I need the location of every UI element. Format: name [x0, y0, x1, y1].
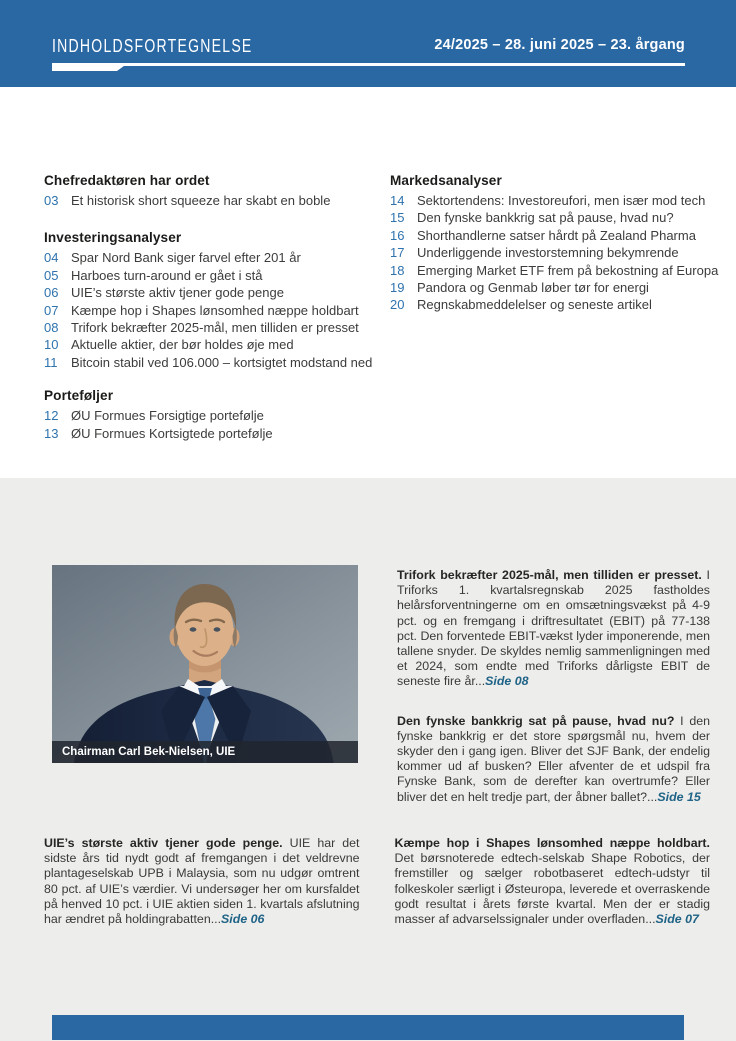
- toc-page-number: 17: [390, 245, 405, 261]
- teaser-bankkrig: [397, 714, 710, 805]
- toc-column-right: [390, 172, 718, 478]
- toc-item-title: Bitcoin stabil ved 106.000 – kortsigtet modstand ned: [71, 354, 373, 370]
- toc-page-number: 08: [44, 320, 59, 336]
- toc-page-number: 15: [390, 210, 405, 226]
- feature-area: [0, 478, 736, 1041]
- toc-item[interactable]: [44, 319, 390, 336]
- toc-item-title: Et historisk short squeeze har skabt en boble: [71, 193, 331, 208]
- toc-column-left: [44, 172, 390, 478]
- toc-section-investeringsanalyser: [44, 229, 390, 371]
- teaser-shape: [395, 836, 711, 927]
- toc-item-title: Spar Nord Bank siger farvel efter 201 år: [71, 250, 301, 266]
- toc-item[interactable]: [44, 425, 390, 442]
- toc-item-title: Aktuelle aktier, der bør holdes øje med: [71, 337, 294, 353]
- teaser-title: Trifork bekræfter 2025-mål, men tilliden er presset.: [397, 568, 702, 582]
- teaser-body: I Triforks 1. kvartalsregnskab 2025 fastholdes helårsforventningerne om en omsætningsvækst på 4-9 pct. og en fremgang i driftresultatet (EBIT) på 77-138 pct. Den forventede EBIT-vækst lyder imponerende, men tallene snyder. De skyldes nemlig sammenligningen med et 2024, som endte med Triforks dårligste EBIT de seneste fire år...: [397, 568, 710, 689]
- teaser-trifork: [397, 568, 710, 690]
- toc-item-title: ØU Formues Kortsigtede portefølje: [71, 425, 273, 441]
- toc-page-number: 14: [390, 193, 405, 208]
- teaser-body: UIE har det sidste års tid nydt godt af fremgangen i det veldrevne plantageselskab UPB i Malaysia, som nu udgør omtrent 80 pct. af UIE’s værdier. Vi undersøger her om kursfaldet på henved 10 pct. i UIE aktien siden 1. kvartals afslutning har ændret på holdingrabatten...: [44, 836, 360, 927]
- toc-item-title: Pandora og Genmab løber tør for energi: [417, 280, 649, 296]
- toc-page-number: 07: [44, 302, 59, 318]
- toc-section-portefoljer: [44, 387, 390, 442]
- portrait-illustration: [52, 565, 358, 763]
- table-of-contents: [0, 87, 736, 478]
- toc-section-markedsanalyser: [390, 172, 718, 314]
- toc-item[interactable]: [44, 249, 390, 266]
- toc-item[interactable]: [390, 227, 718, 244]
- toc-item[interactable]: [390, 262, 718, 279]
- header-rule-notch: [52, 63, 128, 71]
- toc-section-heading: Chefredaktøren har ordet: [44, 173, 210, 188]
- teaser-body: I den fynske bankkrig er det store spørgsmål nu, hvem der skyder den i gang igen. Bliver det SJF Bank, der endelig kommer ud af busken? Eller afventer de et udspil fra Fynske Bank, som de derefter kan overtrumfe? Eller bliver det en helt tredje part, der åbner ballet?...: [397, 713, 710, 804]
- photo-caption: Chairman Carl Bek-Nielsen, UIE: [52, 741, 358, 763]
- toc-item[interactable]: [44, 267, 390, 284]
- toc-item[interactable]: [390, 244, 718, 261]
- toc-item-title: Harboes turn-around er gået i stå: [71, 267, 263, 283]
- bottom-teaser-row: [44, 836, 710, 927]
- teaser-title: Den fynske bankkrig sat på pause, hvad nu?: [397, 713, 675, 728]
- toc-item[interactable]: [44, 302, 390, 319]
- toc-item[interactable]: [44, 336, 390, 353]
- header-band: [0, 0, 736, 87]
- toc-item[interactable]: [44, 354, 390, 371]
- toc-page-number: 20: [390, 297, 405, 313]
- toc-item-title: Kæmpe hop i Shapes lønsomhed næppe holdbart: [71, 302, 359, 318]
- toc-item[interactable]: [44, 407, 390, 424]
- toc-item-title: Shorthandlerne satser hårdt på Zealand Pharma: [417, 227, 696, 243]
- toc-section-chefredaktoren: [44, 172, 390, 209]
- teaser-title: Kæmpe hop i Shapes lønsomhed næppe holdbart.: [394, 836, 710, 850]
- toc-section-heading: Porteføljer: [44, 388, 114, 404]
- toc-item[interactable]: [390, 296, 718, 313]
- toc-page-number: 19: [390, 280, 405, 296]
- toc-section-heading: Markedsanalyser: [390, 173, 502, 188]
- toc-page-number: 05: [44, 267, 59, 283]
- toc-item-title: UIE’s største aktiv tjener gode penge: [71, 285, 284, 301]
- side-link[interactable]: Side 06: [221, 912, 265, 927]
- toc-item[interactable]: [44, 192, 390, 209]
- feature-text-column: [397, 568, 710, 805]
- teaser-body: Det børsnoterede edtech-selskab Shape Robotics, der fremstiller og sælger robotbaseret edtech-udstyr til folkeskoler særligt i Østeuropa, leverede et overraskende godt resultat i årets første kvartal. Men der er stadig masser af advarselssignaler under overfladen...: [394, 851, 710, 927]
- issue-label: 24/2025 – 28. juni 2025 – 23. årgang: [434, 37, 685, 53]
- toc-page-number: 18: [390, 262, 405, 278]
- toc-page-number: 11: [44, 354, 58, 370]
- side-link[interactable]: Side 08: [485, 674, 529, 689]
- portrait-photo: [52, 565, 358, 763]
- toc-item-title: Trifork bekræfter 2025-mål, men tilliden er presset: [71, 320, 359, 336]
- toc-item[interactable]: [390, 192, 718, 209]
- toc-item-title: Regnskabmeddelelser og seneste artikel: [417, 297, 652, 313]
- toc-page-number: 13: [44, 425, 59, 441]
- header-rule: [52, 63, 685, 66]
- toc-item-title: ØU Formues Forsigtige portefølje: [71, 408, 264, 424]
- toc-page-number: 12: [44, 408, 59, 424]
- toc-item-title: Den fynske bankkrig sat på pause, hvad nu?: [417, 210, 674, 226]
- toc-item[interactable]: [390, 279, 718, 296]
- toc-item[interactable]: [390, 209, 718, 226]
- toc-page-number: 06: [44, 285, 59, 301]
- toc-item-title: Underliggende investorstemning bekymrende: [417, 245, 679, 261]
- toc-item-title: Emerging Market ETF frem på bekostning af Europa: [417, 262, 719, 278]
- toc-page-number: 10: [44, 337, 59, 353]
- teaser-uie: [44, 836, 360, 927]
- page-title: INDHOLDSFORTEGNELSE: [52, 36, 253, 56]
- toc-page-number: 16: [390, 227, 405, 243]
- footer-band: [52, 1015, 684, 1040]
- toc-item[interactable]: [44, 284, 390, 301]
- side-link[interactable]: Side 15: [657, 789, 701, 804]
- toc-page-number: 04: [44, 250, 59, 266]
- toc-page-number: 03: [44, 193, 59, 208]
- side-link[interactable]: Side 07: [655, 912, 699, 927]
- toc-item-title: Sektortendens: Investoreufori, men især mod tech: [417, 193, 706, 208]
- toc-section-heading: Investeringsanalyser: [44, 230, 182, 246]
- teaser-title: UIE’s største aktiv tjener gode penge.: [44, 836, 283, 850]
